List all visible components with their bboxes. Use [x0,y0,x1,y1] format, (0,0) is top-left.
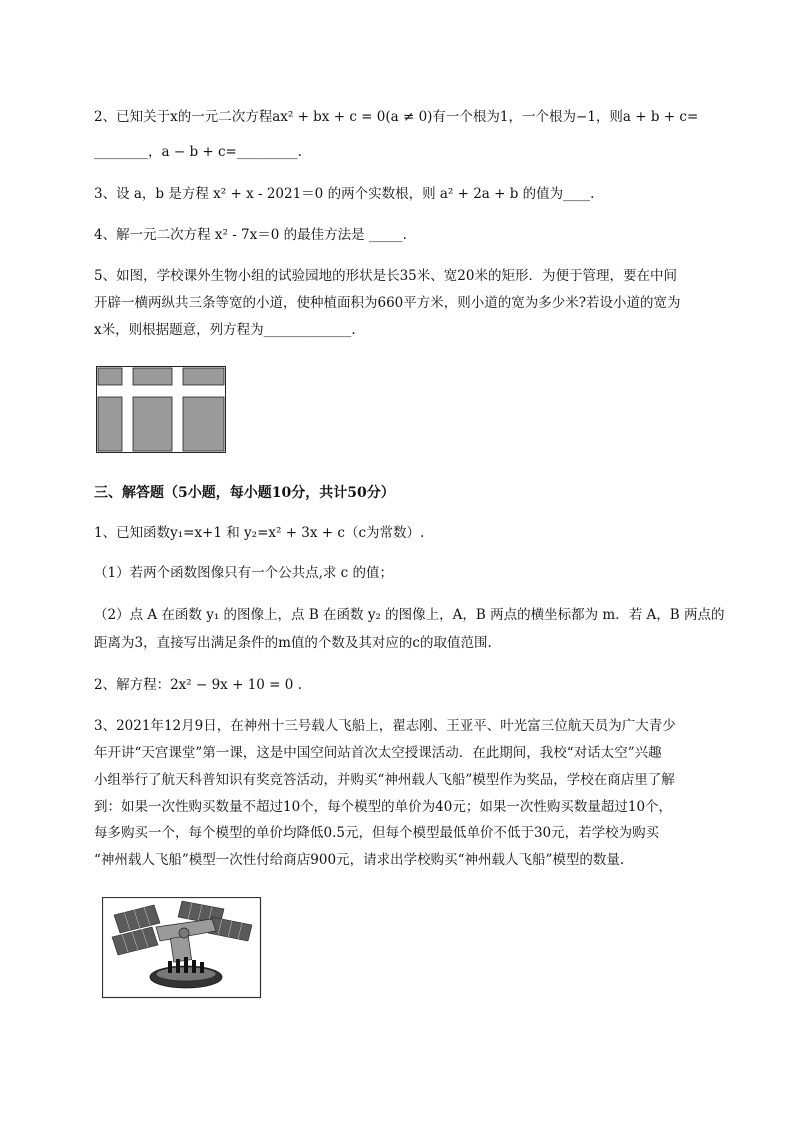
q2-equation: 2、解方程：2x² − 9x + 10 = 0 . [94,677,302,693]
q2-line-1: 2、已知关于x的一元二次方程ax² + bx + c = 0(a ≠ 0)有一个根为1，一个根为−1，则a + b + c= [94,109,699,125]
garden-paths-figure [96,366,228,456]
q1-stem: 1、已知函数y₁=x+1 和 y₂=x² + 3x + c（c为常数）. [94,525,425,541]
q3-line-5: 每多购买一个，每个模型的单价均降低0.5元，但每个模型最低单价不低于30元，若学校为购买 [94,825,660,841]
q3-line-2: 年开讲“天宫课堂”第一课，这是中国空间站首次太空授课活动．在此期间，我校“对话太空”兴趣 [94,745,662,761]
garden-plot-top-middle [133,368,172,385]
q3-line-6: “神州载人飞船”模型一次性付给商店900元，请求出学校购买“神州载人飞船”模型的数量. [94,852,625,868]
garden-plot-bottom-right [183,397,224,451]
spaceship-model-image [102,897,262,999]
q4-fill: 4、解一元二次方程 x² - 7x＝0 的最佳方法是 _____. [94,227,407,243]
q3-line-4: 到：如果一次性购买数量不超过10个，每个模型的单价为40元；如果一次性购买数量超过10个， [94,799,673,815]
garden-plot-bottom-left [98,397,122,451]
garden-plot-top-right [183,368,224,385]
q2-line-2: ________，a − b + c=_________. [94,144,302,160]
garden-plot-bottom-middle [133,397,172,451]
q5-line-1: 5、如图，学校课外生物小组的试验园地的形状是长35米、宽20米的矩形．为便于管理，要在中间 [94,268,677,284]
garden-plot-top-left [98,368,122,385]
q3-line-3: 小组举行了航天科普知识有奖竞答活动，并购买“神州载人飞船”模型作为奖品，学校在商店里了解 [94,772,675,788]
q3-line-1: 3、2021年12月9日，在神州十三号载人飞船上，翟志刚、王亚平、叶光富三位航天员为广大青少 [94,718,676,734]
section-heading: 三、解答题（5小题，每小题10分，共计50分） [94,485,395,501]
q3-fill: 3、设 a，b 是方程 x² + x - 2021＝0 的两个实数根，则 a² + 2a + b 的值为____. [94,186,595,202]
q1-part1: （1）若两个函数图像只有一个公共点,求 c 的值； [94,565,394,581]
q5-line-3: x米，则根据题意，列方程为_____________. [94,322,356,338]
q5-line-2: 开辟一横两纵共三条等宽的小道，使种植面积为660平方米，则小道的宽为多少米?若设小道的宽为 [94,295,681,311]
q1-part2-line-1: （2）点 A 在函数 y₁ 的图像上，点 B 在函数 y₂ 的图像上，A，B 两点的横坐标都为 m．若 A，B 两点的 [94,607,725,623]
q1-part2-line-2: 距离为3，直接写出满足条件的m值的个数及其对应的c的取值范围. [94,635,492,651]
